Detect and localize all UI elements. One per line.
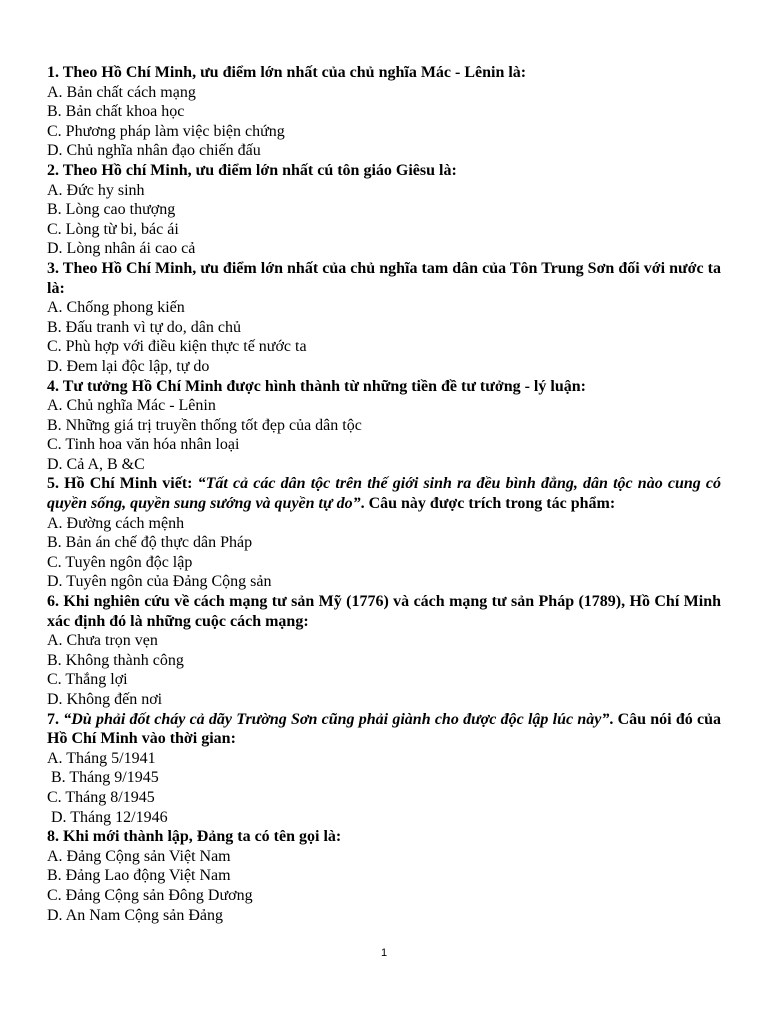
question-text: 5. Hồ Chí Minh viết: <box>47 475 198 493</box>
question-7 <box>47 710 721 749</box>
question-5 <box>47 474 721 513</box>
answer-option: D. Lòng nhân ái cao cả <box>47 240 196 258</box>
answer-option: A. Chủ nghĩa Mác - Lênin <box>47 397 216 415</box>
question-text: 2. Theo Hồ chí Minh, ưu điểm lớn nhất cú tôn giáo Giêsu là: <box>47 161 457 179</box>
question-text: 4. Tư tưởng Hồ Chí Minh được hình thành từ những tiền đề tư tưởng - lý luận: <box>47 377 586 395</box>
answer-option: A. Tháng 5/1941 <box>47 749 156 767</box>
question-text: “Tất cả các dân tộc trên thế giới sinh ra đều bình đẳng, dân tộc nào cung có quyền sống, quyền sung sướng và quyền tự do” <box>47 475 721 513</box>
answer-option: A. Bản chất cách mạng <box>47 83 196 101</box>
answer-option: D. Cả A, B &C <box>47 455 145 473</box>
page-number: 1 <box>380 947 388 959</box>
answer-option: B. Bản chất khoa học <box>47 103 185 121</box>
answer-option: B. Đấu tranh vì tự do, dân chủ <box>47 318 241 336</box>
question-text: 3. Theo Hồ Chí Minh, ưu điểm lớn nhất của chủ nghĩa tam dân của Tôn Trung Sơn đối với nước ta là: <box>47 259 721 297</box>
answer-option: A. Đường cách mệnh <box>47 514 185 532</box>
question-3 <box>47 259 721 298</box>
answer-option: A. Chưa trọn vẹn <box>47 632 158 650</box>
answer-option: D. Chủ nghĩa nhân đạo chiến đấu <box>47 142 261 160</box>
answer-option: C. Tháng 8/1945 <box>47 788 155 806</box>
answer-option: B. Không thành công <box>47 651 184 669</box>
question-text: . Câu nói đó của Hồ Chí Minh vào thời gian: <box>47 710 722 748</box>
answer-option: A. Chống phong kiến <box>47 299 185 317</box>
answer-option: C. Tinh hoa văn hóa nhân loại <box>47 436 240 454</box>
answer-option: B. Lòng cao thượng <box>47 201 176 219</box>
answer-option: B. Đảng Lao động Việt Nam <box>47 867 231 885</box>
answer-option: B. Những giá trị truyền thống tốt đẹp của dân tộc <box>47 416 362 434</box>
answer-option: D. Tuyên ngôn của Đảng Cộng sản <box>47 573 272 591</box>
answer-option: D. Tháng 12/1946 <box>47 808 168 826</box>
answer-option: A. Đức hy sinh <box>47 181 145 199</box>
answer-option: C. Phù hợp với điều kiện thực tế nước ta <box>47 338 307 356</box>
question-text: 1. Theo Hồ Chí Minh, ưu điểm lớn nhất của chủ nghĩa Mác - Lênin là: <box>47 64 527 81</box>
question-text: “Dù phải đốt cháy cả dãy Trường Sơn cũng phải giành cho được độc lập lúc này” <box>63 710 610 728</box>
question-4 <box>47 377 721 397</box>
question-6 <box>47 592 721 631</box>
answer-option: C. Lòng từ bi, bác ái <box>47 220 179 238</box>
question-text: 6. Khi nghiên cứu về cách mạng tư sản Mỹ (1776) và cách mạng tư sản Pháp (1789), Hồ Chí Minh xác định đó là những cuộc cách mạng: <box>47 593 721 630</box>
answer-option: D. An Nam Cộng sản Đảng <box>47 906 223 924</box>
question-8 <box>47 827 721 847</box>
answer-option: A. Đảng Cộng sản Việt Nam <box>47 847 231 865</box>
question-text: 7. <box>47 710 64 728</box>
answer-option: C. Thắng lợi <box>47 671 128 689</box>
question-1 <box>47 63 721 83</box>
question-text: 8. Khi mới thành lập, Đảng ta có tên gọi là: <box>47 828 342 846</box>
answer-option: D. Không đến nơi <box>47 691 163 708</box>
answer-option: B. Tháng 9/1945 <box>47 769 159 787</box>
question-text: . Câu này được trích trong tác phẩm: <box>360 495 616 513</box>
answer-option: C. Phương pháp làm việc biện chứng <box>47 122 285 140</box>
question-2 <box>47 161 721 181</box>
answer-option: D. Đem lại độc lập, tự do <box>47 357 210 375</box>
answer-option: B. Bản án chế độ thực dân Pháp <box>47 534 253 552</box>
answer-option: C. Tuyên ngôn độc lập <box>47 553 193 571</box>
answer-option: C. Đảng Cộng sản Đông Dương <box>47 886 253 904</box>
document-body <box>47 63 721 925</box>
